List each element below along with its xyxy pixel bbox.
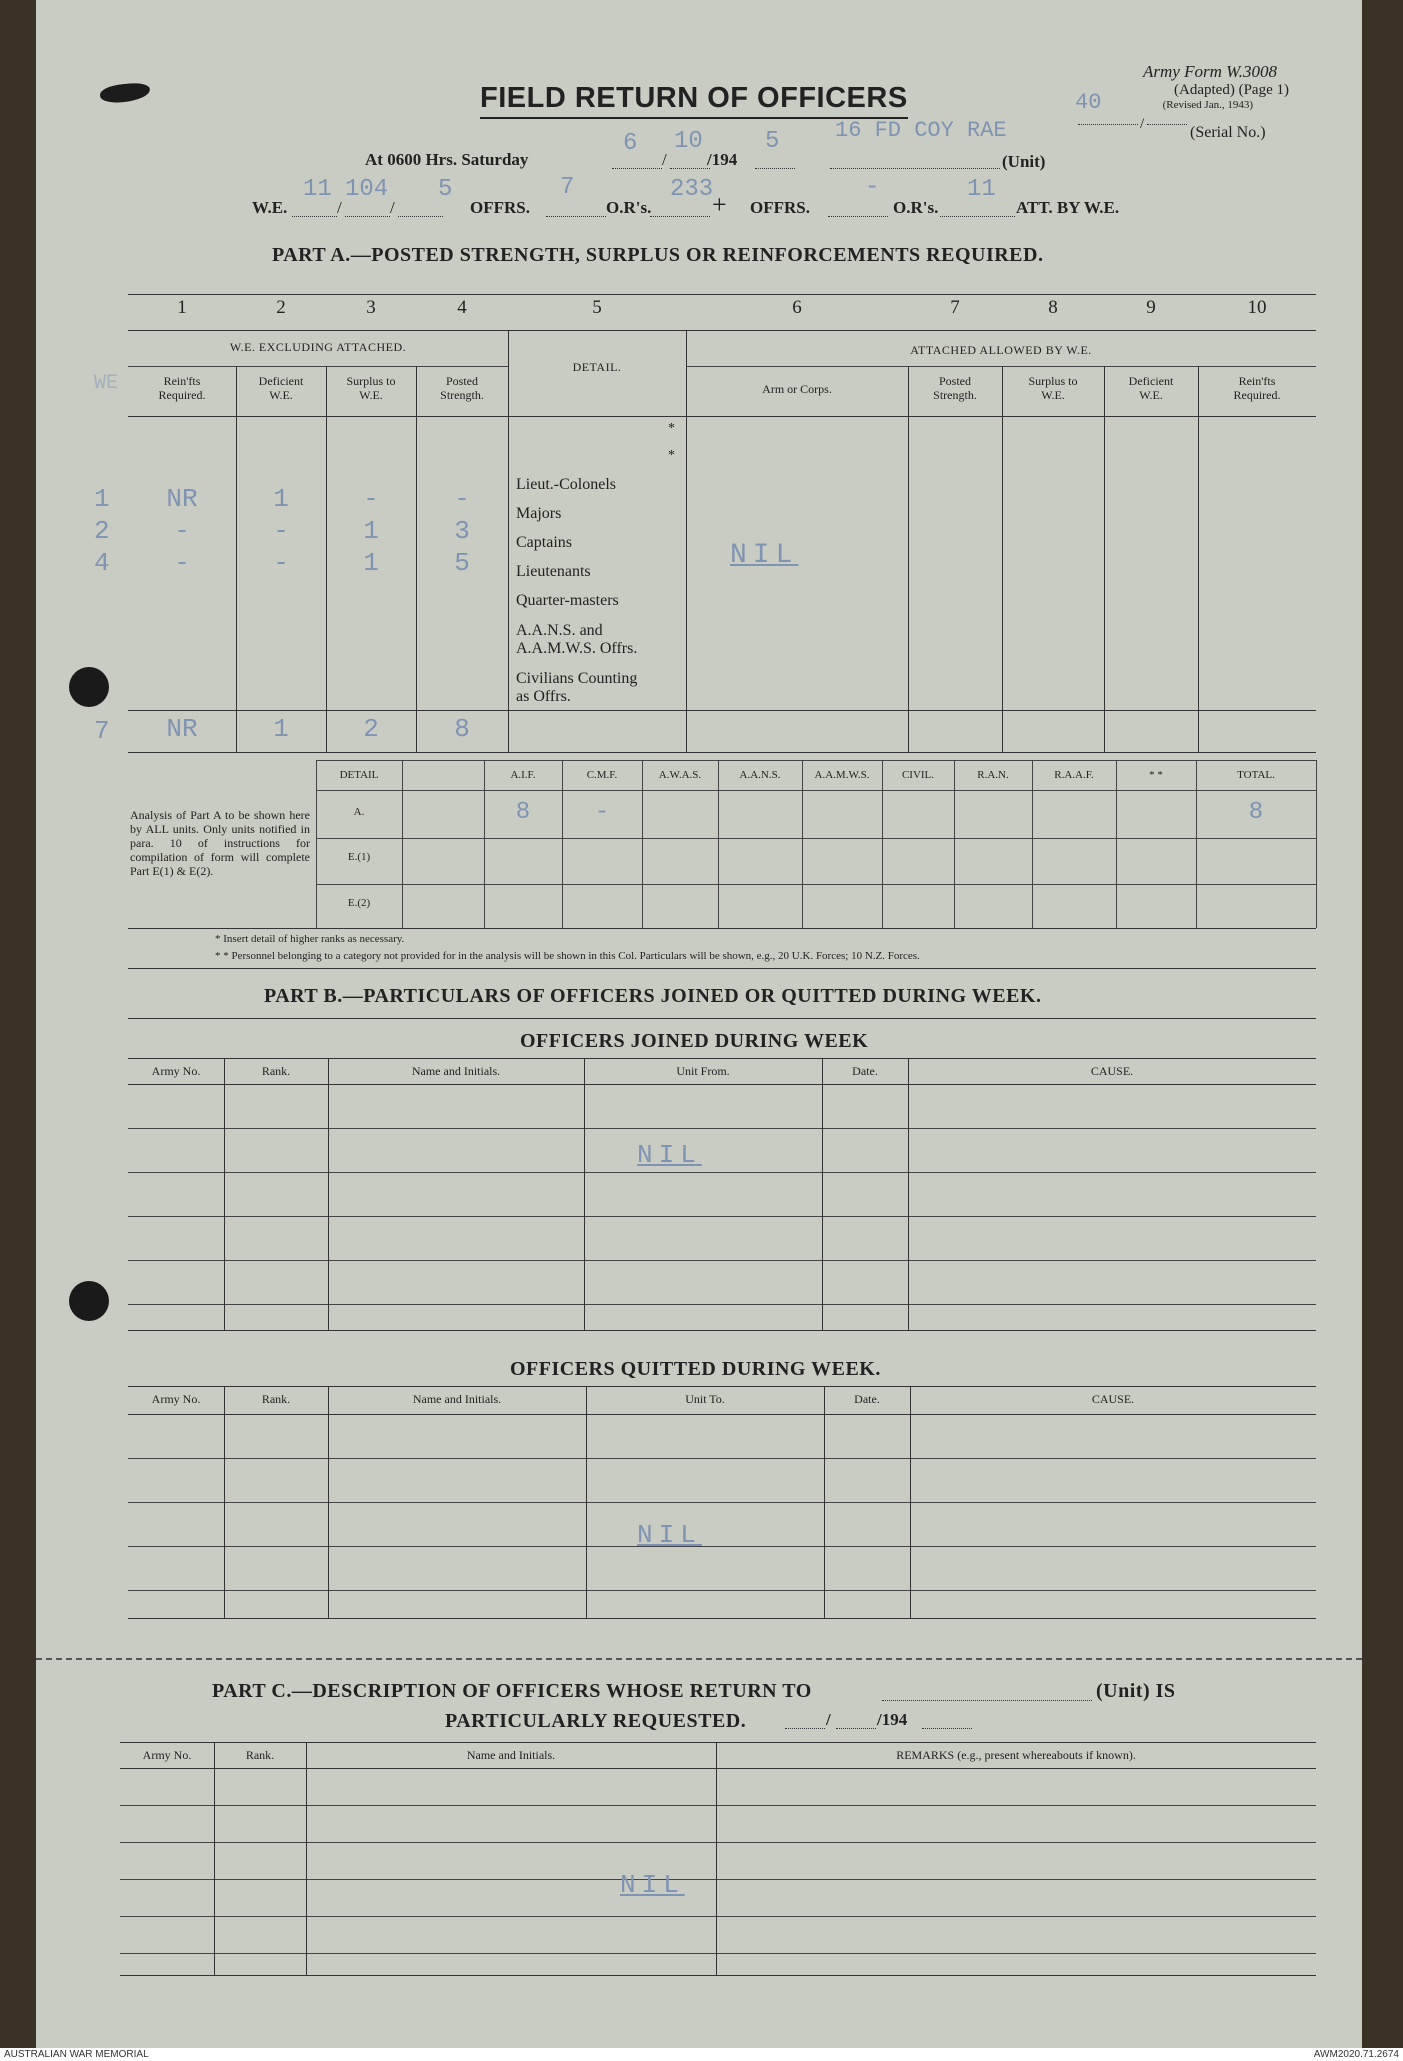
form-adapted: (Adapted) (Page 1) <box>1174 82 1289 98</box>
analysis-header: R.A.N. <box>977 769 1009 781</box>
analysis-vline <box>882 760 883 928</box>
analysis-aif: 8 <box>515 799 531 826</box>
part-c-nil: NIL <box>620 1870 685 1900</box>
column-number: 10 <box>1247 297 1267 318</box>
analysis-vline <box>484 760 485 928</box>
part-c-heading: PART C.—DESCRIPTION OF OFFICERS WHOSE RETURN TO <box>212 1680 812 1702</box>
analysis-note: Analysis of Part A to be shown here by ALL units. Only units notified in para. 10 of instructions for compilation of form will complete Part E(1) & E(2). <box>130 808 310 878</box>
analysis-header: C.M.F. <box>586 769 618 781</box>
table-row-line <box>120 1842 1316 1843</box>
total-cell: 8 <box>454 714 470 744</box>
serial-label: (Serial No.) <box>1190 124 1266 141</box>
table-row-line <box>128 1304 1316 1305</box>
table-header-line <box>128 1414 1316 1415</box>
quitted-nil: NIL <box>637 1520 702 1550</box>
rank-label: Lieut.-Colonels <box>516 476 616 493</box>
total-cell: 2 <box>363 714 379 744</box>
table-col-line <box>214 1742 215 1975</box>
at-label: At 0600 Hrs. Saturday <box>365 150 529 169</box>
part-c-unit-is: (Unit) IS <box>1096 1680 1176 1702</box>
table-header-cell: Rank. <box>245 1748 275 1762</box>
table-bottom-line <box>128 1330 1316 1331</box>
table-row-line <box>128 1128 1316 1129</box>
table-bottom-line <box>128 1618 1316 1619</box>
table-row-line <box>120 1953 1316 1954</box>
rank-label: Civilians Counting as Offrs. <box>516 670 638 705</box>
serial-field-2 <box>1147 124 1187 125</box>
footnote-2: * * Personnel belonging to a category not provided for in the analysis will be shown in this Col. Particulars will be shown, e.g., 20 U.K. Forces; 10 N.Z. Forces. <box>215 950 920 962</box>
table-row-line <box>128 1590 1316 1591</box>
star-2: * <box>668 448 675 463</box>
row-cell: - <box>454 484 470 514</box>
analysis-vline <box>1316 760 1317 928</box>
footer <box>0 2048 1403 2061</box>
sub-header-right: Deficient W.E. <box>1128 374 1174 402</box>
table-col-line <box>586 1386 587 1618</box>
row-cell: NR <box>166 484 198 514</box>
plus-sign: + <box>712 190 727 219</box>
column-number: 3 <box>366 297 376 318</box>
analysis-top-line <box>128 752 1316 753</box>
analysis-header: A.A.N.S. <box>739 769 781 781</box>
part-c-heading-2: PARTICULARLY REQUESTED. <box>445 1710 747 1732</box>
table-col-line <box>224 1058 225 1330</box>
table-header-cell: Date. <box>852 1064 878 1078</box>
table-row-line <box>120 1879 1316 1880</box>
date-month: 10 <box>674 128 703 155</box>
analysis-header: * * <box>1149 769 1163 781</box>
column-number: 8 <box>1048 297 1058 318</box>
table-header-cell: Army No. <box>151 1064 201 1078</box>
part-b-heading: PART B.—PARTICULARS OF OFFICERS JOINED OR QUITTED DURING WEEK. <box>264 985 1042 1007</box>
row-cell: - <box>363 484 379 514</box>
table-header-cell: Unit To. <box>685 1392 725 1406</box>
offrs-value: 7 <box>560 174 575 201</box>
sub-header-right: Surplus to W.E. <box>1028 374 1078 402</box>
we-value-2: 104 <box>345 176 389 203</box>
we-value-3: 5 <box>438 176 453 203</box>
table-row-line <box>128 1172 1316 1173</box>
row-cell: - <box>273 548 289 578</box>
star-1: * <box>668 421 675 436</box>
table-top-line <box>120 1742 1316 1743</box>
table-col-line <box>824 1386 825 1618</box>
analysis-vline <box>642 760 643 928</box>
table-header-cell: Name and Initials. <box>412 1392 502 1406</box>
analysis-vline <box>562 760 563 928</box>
analysis-total: 8 <box>1248 799 1264 826</box>
part-a-heading: PART A.—POSTED STRENGTH, SURPLUS OR REINFORCEMENTS REQUIRED. <box>272 244 1044 266</box>
footer-left: AUSTRALIAN WAR MEMORIAL <box>4 2049 149 2060</box>
unit-label: (Unit) <box>1002 152 1046 171</box>
serial-field-1 <box>1078 124 1138 125</box>
row-cell: 3 <box>454 516 470 546</box>
ors2-label: O.R's. <box>893 198 939 217</box>
analysis-hline <box>316 838 1316 839</box>
table-header-cell: Rank. <box>261 1064 291 1078</box>
punch-hole <box>69 1281 109 1321</box>
offrs2-value: - <box>865 174 880 201</box>
table-header-cell: Name and Initials. <box>466 1748 556 1762</box>
rank-label: Lieutenants <box>516 563 591 580</box>
row-we: 2 <box>94 516 110 546</box>
sub-header-right: Arm or Corps. <box>762 382 832 396</box>
ors-value: 233 <box>670 176 714 203</box>
analysis-cmf: - <box>594 799 610 826</box>
form-revised: (Revised Jan., 1943) <box>1162 99 1253 111</box>
analysis-hline <box>316 884 1316 885</box>
column-number: 9 <box>1146 297 1156 318</box>
attached-nil: NIL <box>730 540 799 571</box>
we-label: W.E. <box>252 198 288 217</box>
table-header-cell: Army No. <box>142 1748 192 1762</box>
table-row-line <box>128 1458 1316 1459</box>
form-number: Army Form W.3008 <box>1143 62 1277 81</box>
analysis-vline <box>1196 760 1197 928</box>
ors2-value: 11 <box>967 176 996 203</box>
analysis-vline <box>802 760 803 928</box>
rank-label: Majors <box>516 505 562 522</box>
row-cell: 1 <box>363 548 379 578</box>
sub-header-left: Rein'fts Required. <box>158 374 206 402</box>
analysis-row-label: A. <box>353 806 365 818</box>
footnote-1: * Insert detail of higher ranks as necessary. <box>215 933 405 945</box>
analysis-hline <box>316 790 1316 791</box>
table-col-line <box>306 1742 307 1975</box>
table-header-line <box>120 1768 1316 1769</box>
unit-value: 16 FD COY RAE <box>835 118 1007 143</box>
footer-right: AWM2020.71.2674 <box>1313 2049 1399 2060</box>
sub-header-left: Surplus to W.E. <box>346 374 396 402</box>
sub-header-left: Deficient W.E. <box>258 374 304 402</box>
table-header-cell: Unit From. <box>676 1064 730 1078</box>
we-value-1: 11 <box>303 176 332 203</box>
column-number: 2 <box>276 297 286 318</box>
table-row-line <box>128 1502 1316 1503</box>
column-number: 7 <box>950 297 960 318</box>
table-top-line <box>128 1058 1316 1059</box>
offrs2-label: OFFRS. <box>750 198 810 217</box>
table-col-line <box>822 1058 823 1330</box>
stamp-number: 40 <box>1075 90 1102 115</box>
total-cell: 1 <box>273 714 289 744</box>
table-bottom-line <box>120 1975 1316 1976</box>
sub-header-right: Rein'fts Required. <box>1233 374 1281 402</box>
rank-label: A.A.N.S. and A.A.M.W.S. Offrs. <box>516 622 638 657</box>
row-we: 4 <box>94 548 110 578</box>
analysis-vline <box>1032 760 1033 928</box>
page-title: FIELD RETURN OF OFFICERS <box>480 82 908 119</box>
analysis-hline <box>316 760 1316 761</box>
quitted-title: OFFICERS QUITTED DURING WEEK. <box>510 1358 881 1380</box>
analysis-header: A.W.A.S. <box>658 769 702 781</box>
joined-title: OFFICERS JOINED DURING WEEK <box>520 1030 869 1052</box>
table-header-cell: REMARKS (e.g., present whereabouts if known). <box>896 1748 1136 1762</box>
row-we: 1 <box>94 484 110 514</box>
analysis-header: A.I.F. <box>510 769 536 781</box>
analysis-header: R.A.A.F. <box>1054 769 1094 781</box>
analysis-header: DETAIL <box>339 769 379 781</box>
row-cell: - <box>273 516 289 546</box>
group-left-header: W.E. EXCLUDING ATTACHED. <box>229 340 407 354</box>
table-top-line <box>128 1386 1316 1387</box>
column-number: 6 <box>792 297 802 318</box>
table-header-cell: Date. <box>854 1392 880 1406</box>
table-col-line <box>910 1386 911 1618</box>
table-col-line <box>908 1058 909 1330</box>
analysis-vline <box>954 760 955 928</box>
part-c-year: 194 <box>881 1710 908 1729</box>
group-right-header: ATTACHED ALLOWED BY W.E. <box>910 343 1092 357</box>
joined-nil: NIL <box>637 1140 702 1170</box>
att-label: ATT. BY W.E. <box>1016 198 1120 217</box>
table-col-line <box>584 1058 585 1330</box>
punch-hole <box>69 667 109 707</box>
date-day: 6 <box>623 130 638 157</box>
analysis-vline <box>402 760 403 928</box>
rank-label: Quarter-masters <box>516 592 619 609</box>
row-cell: 5 <box>454 548 470 578</box>
detail-header: DETAIL. <box>572 360 622 374</box>
analysis-vline <box>718 760 719 928</box>
table-header-cell: CAUSE. <box>1090 1064 1134 1078</box>
sub-header-left: Posted Strength. <box>440 374 484 402</box>
year-prefix: 194 <box>711 150 738 169</box>
table-header-cell: Army No. <box>151 1392 201 1406</box>
column-number: 1 <box>177 297 187 318</box>
analysis-row-label: E.(1) <box>347 851 371 863</box>
analysis-bottom-line <box>128 928 1316 929</box>
analysis-header: A.A.M.W.S. <box>814 769 870 781</box>
date-year: 5 <box>765 128 780 155</box>
analysis-header: TOTAL. <box>1237 769 1275 781</box>
row-cell: - <box>174 548 190 578</box>
table-row-line <box>128 1546 1316 1547</box>
total-cell: NR <box>166 714 198 744</box>
row-cell: - <box>174 516 190 546</box>
table-col-line <box>328 1058 329 1330</box>
table-header-cell: Rank. <box>261 1392 291 1406</box>
row-cell: 1 <box>273 484 289 514</box>
ors-label: O.R's. <box>606 198 652 217</box>
sub-header-right: Posted Strength. <box>933 374 977 402</box>
analysis-vline <box>1116 760 1117 928</box>
table-col-line <box>716 1742 717 1975</box>
table-header-cell: CAUSE. <box>1091 1392 1135 1406</box>
table-col-line <box>328 1386 329 1618</box>
row-cell: 1 <box>363 516 379 546</box>
table-row-line <box>128 1260 1316 1261</box>
we-margin-note: WE <box>94 372 119 395</box>
analysis-header: CIVIL. <box>901 769 935 781</box>
table-col-line <box>224 1386 225 1618</box>
table-header-line <box>128 1084 1316 1085</box>
table-row-line <box>128 1216 1316 1217</box>
column-number: 5 <box>592 297 602 318</box>
table-header-cell: Name and Initials. <box>411 1064 501 1078</box>
total-we: 7 <box>94 716 110 746</box>
rank-label: Captains <box>516 534 572 551</box>
column-number: 4 <box>457 297 467 318</box>
analysis-row-label: E.(2) <box>347 897 371 909</box>
table-row-line <box>120 1916 1316 1917</box>
table-row-line <box>120 1805 1316 1806</box>
offrs-label: OFFRS. <box>470 198 530 217</box>
tear-line <box>36 1658 1362 1660</box>
